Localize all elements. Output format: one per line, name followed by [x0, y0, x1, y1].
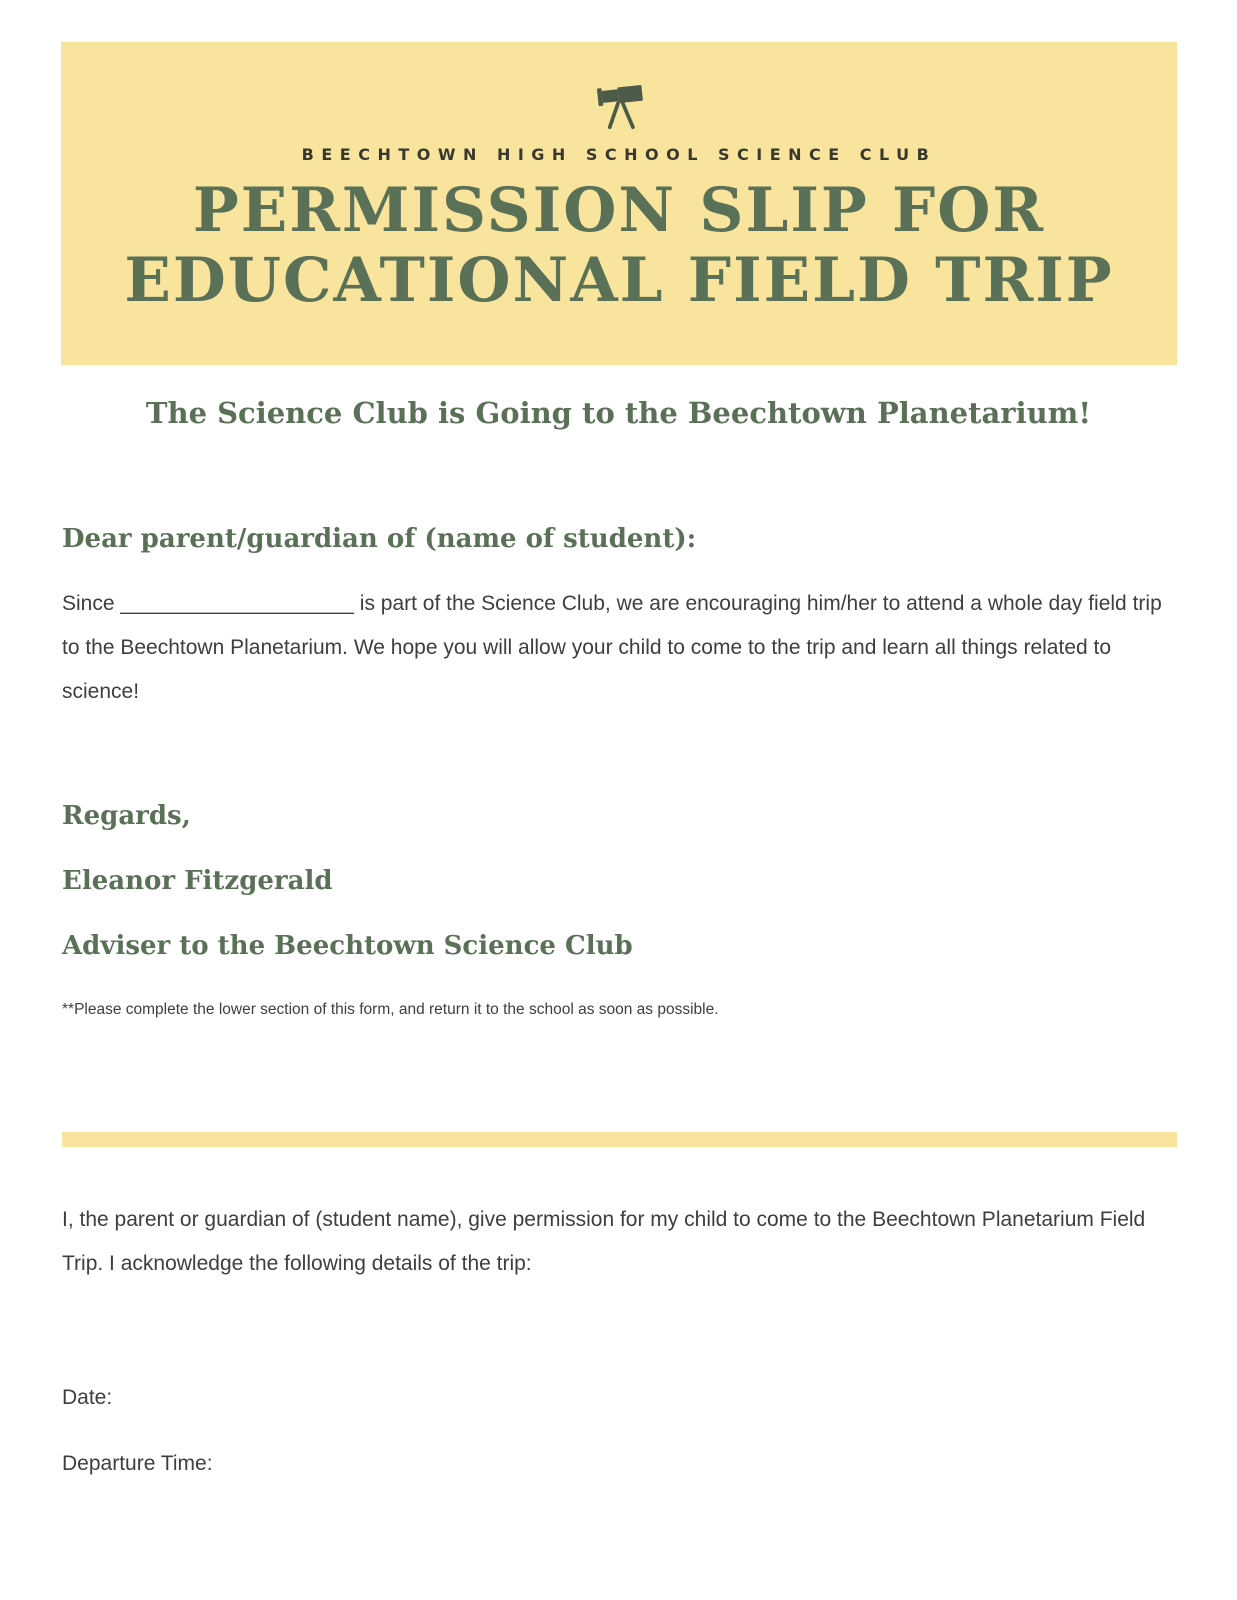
date-label: Date: — [62, 1386, 113, 1409]
regards-line: Regards, — [62, 801, 191, 831]
departure-time-label: Departure Time: — [62, 1452, 213, 1475]
acknowledgement-text: I, the parent or guardian of (student name), give permission for my child to come to the Beechtown Planetarium Field Trip. I acknowledge the following details of the trip: — [62, 1208, 1146, 1275]
page-title — [61, 176, 1177, 315]
section-divider — [62, 1132, 1177, 1147]
return-instructions-note: **Please complete the lower section of this form, and return it to the school as soon as possible. — [62, 1001, 719, 1018]
telescope-icon — [589, 78, 649, 135]
letter-body: Since ____________________ is part of the Science Club, we are encouraging him/her to attend a whole day field trip to the Beechtown Planetarium. We hope you will allow your child to come to the trip and learn all things related to science! — [62, 592, 1162, 703]
page-title-line-2: EDUCATIONAL FIELD TRIP — [124, 244, 1114, 316]
header-banner — [61, 42, 1177, 365]
page-title-line-1: PERMISSION SLIP FOR — [192, 175, 1046, 246]
salutation: Dear parent/guardian of (name of student): — [62, 524, 697, 554]
letterhead-text: BEECHTOWN HIGH SCHOOL SCIENCE CLUB — [301, 145, 937, 164]
subtitle: The Science Club is Going to the Beechtown Planetarium! — [145, 396, 1092, 430]
signature-name: Eleanor Fitzgerald — [62, 866, 333, 896]
signature-title: Adviser to the Beechtown Science Club — [62, 931, 633, 961]
